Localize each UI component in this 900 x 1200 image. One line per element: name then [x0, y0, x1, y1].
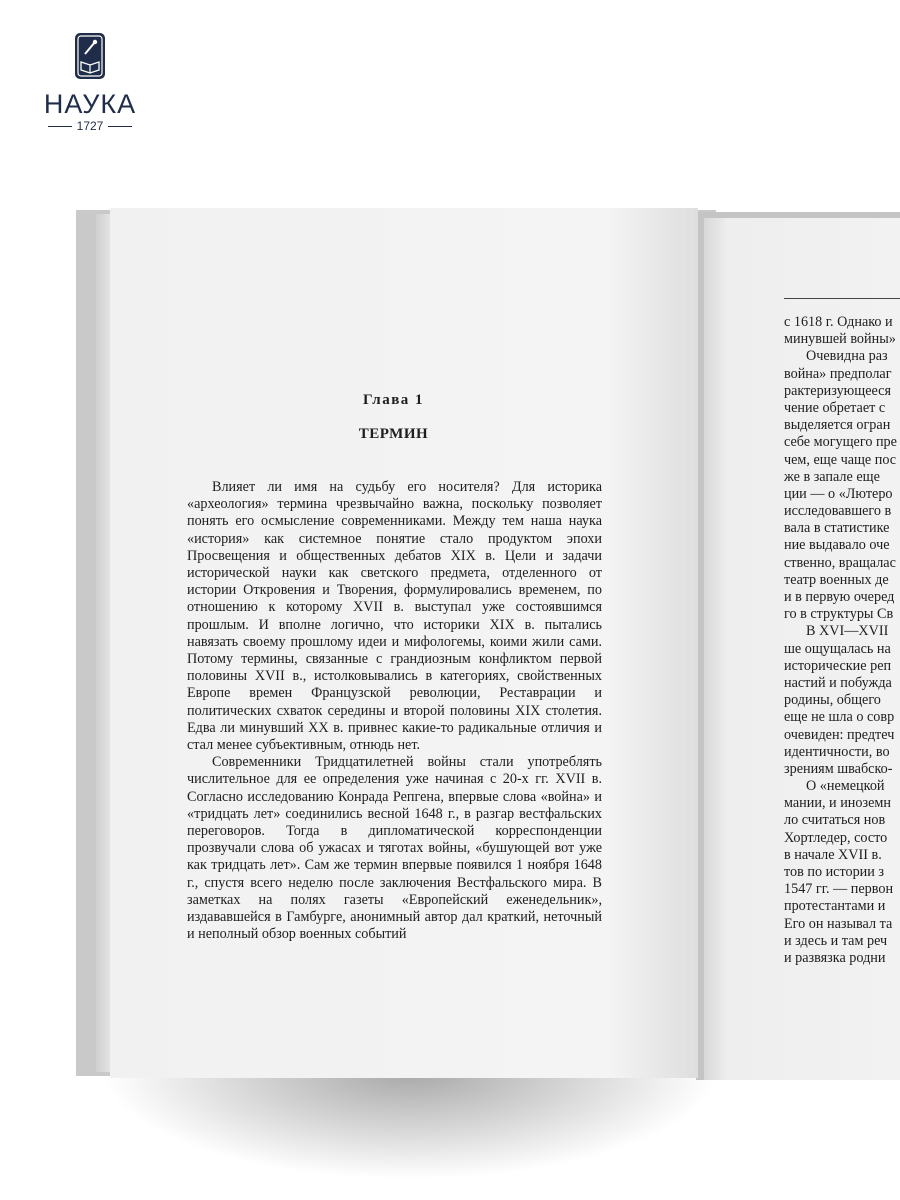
right-page-line: го в структуры Св [784, 606, 894, 623]
right-page-line: и в первую очеред [784, 589, 895, 605]
right-page-line: в начале XVII в. [784, 846, 882, 863]
year-rule-right [108, 126, 132, 127]
right-page-line: ции — о «Лютеро [784, 485, 893, 502]
publisher-name: НАУКА [43, 89, 137, 119]
right-page-line: ло считаться нов [784, 812, 886, 829]
right-page-line: чем, еще чаще пос [784, 451, 897, 468]
right-page-line: О «немецкой [806, 778, 885, 795]
right-page-line: и развязка родни [784, 949, 886, 966]
right-page-line: театр военных де [784, 571, 889, 588]
right-page-line: очевиден: предтеч [784, 726, 895, 743]
right-page-line: зрениям швабско- [784, 760, 893, 777]
right-page-line: себе могущего пре [784, 434, 897, 451]
book-shadow [100, 1070, 720, 1180]
paragraph: Современники Тридцатилетней войны стали употреблять числительное для ее определения уже начиная с 20-х гг. XVII в. Согласно исследованию Конрада Репгена, впервые слова «война» и «тридцать лет» соединились весной 1648 г., в разгар вестфальских переговоров. Тогда в дипломатической корреспонденции прозвучали слова об ужасах и тяготах войны, «бушующей вот уже как тридцать лет». Сам же термин впервые появился 1 ноября 1648 г., спустя всего неделю после заключения Вестфальского мира. В заметках на полях газеты «Европейский еженедельник», издававшейся в Гамбурге, анонимный автор дал краткий, неточный и неполный обзор военных событий [187, 754, 602, 943]
right-page [704, 218, 900, 1080]
right-page-line: тов по истории з [784, 864, 885, 880]
year-rule-left [48, 126, 72, 127]
right-page-line: 1547 гг. — первон [784, 881, 894, 898]
right-page-line: исторические реп [784, 657, 892, 674]
right-page-line: чение обретает с [784, 399, 886, 416]
right-page-line: Очевидна раз [806, 348, 888, 365]
right-page-line: протестантами и [784, 898, 886, 915]
right-page-line: же в запале еще [784, 468, 880, 485]
right-page-line: с 1618 г. Однако и [784, 314, 893, 330]
publisher-year: 1727 [76, 119, 104, 133]
paragraph: Влияет ли имя на судьбу его носителя? Для историка «археология» термина чрезвычайно важна, поскольку позволяет понять его осмысление современниками. Между тем наша наука «история» как системное понятие стало продуктом эпохи Просвещения и общественных дебатов XIX в. Цели и задачи исторической науки как светского предмета, отделенного от истории Откровения и Творения, формулировались временем, по отношению к которому XVII в. выступал уже состоявшимся прошлым. И вполне логично, что историки XIX в. пытались навязать своему прошлому идеи и мифологемы, коими жили сами. Потому термины, связанные с грандиозным конфликтом первой половины XVII в., истолковывались в категориях, свойственных Европе времен Французской революции, Реставрации и политических схваток середины и второй половины XIX столетия. Едва ли минувший XX в. привнес какие-то радикальные отличия и стал менее субъективным, отнюдь нет. [187, 479, 602, 754]
right-page-line: ние выдавало оче [784, 537, 890, 554]
right-page-line: В XVI—XVII [806, 623, 889, 640]
right-page-line: война» предполаг [784, 365, 892, 382]
right-page-line: настий и побужда [784, 674, 892, 691]
right-page-line: ственно, вращалас [784, 554, 896, 571]
right-page-line: исследовавшего в [784, 503, 892, 520]
publisher-logo [40, 32, 140, 133]
right-page-line: родины, общего [784, 692, 881, 709]
right-page-line: рактеризующееся [784, 382, 891, 399]
right-page-line: выделяется огран [784, 417, 891, 434]
right-page-line: Хортледер, состо [784, 829, 888, 846]
chapter-title: ТЕРМИН [358, 426, 429, 442]
right-page-line: еще не шла о совр [784, 709, 895, 726]
right-page-line: минувшей войны» [784, 331, 896, 348]
left-page-body [187, 479, 602, 943]
right-page-line: мании, и иноземн [784, 795, 891, 812]
right-page-line: вала в статистике [784, 520, 890, 537]
right-page-line: ше ощущалась на [784, 640, 891, 657]
right-page-line: и здесь и там реч [784, 932, 888, 949]
right-page-body [784, 314, 900, 967]
book-emblem-icon [74, 32, 106, 80]
right-page-line: идентичности, во [784, 743, 890, 760]
right-page-line: Его он называл та [784, 915, 893, 932]
chapter-label: Глава 1 [362, 392, 425, 408]
publisher-year-row [40, 119, 140, 133]
footnote-rule [784, 298, 900, 299]
